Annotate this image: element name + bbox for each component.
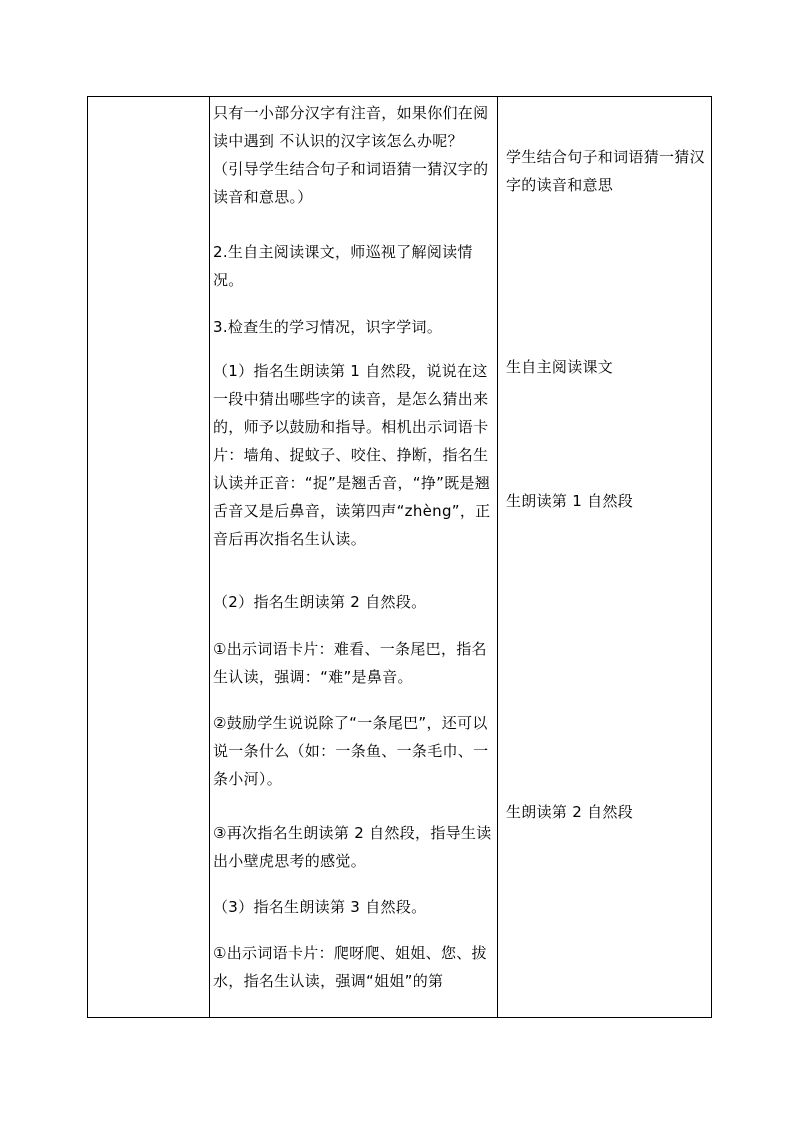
- paragraph-text: ①出示词语卡片：爬呀爬、姐姐、您、拔水，指名生认读，强调“姐姐”的第: [213, 944, 487, 990]
- paragraph-step-3-2-c: [210, 819, 492, 875]
- paragraph-text: （1）指名生朗读第 1 自然段，说说在这一段中猜出哪些字的读音，是怎么猜出来的，师予以鼓励和指导。相机出示词语卡片：墙角、捉蚊子、咬住、挣断，指名生认读并正音：“捉”是翘舌音，“挣”既是翘舌音又是后鼻音，读第四声“zhèng”，正音后再次指名生认读。: [213, 362, 491, 548]
- activity-note: 学生结合句子和词语猜一猜汉字的读音和意思: [506, 148, 705, 194]
- paragraph-step-3-2-b: [210, 709, 492, 793]
- paragraph-step-3-2-a: [210, 635, 492, 691]
- paragraph-intro: [210, 99, 492, 211]
- paragraph-text: （3）指名生朗读第 3 自然段。: [213, 898, 427, 916]
- paragraph-text: （2）指名生朗读第 2 自然段。: [213, 593, 427, 611]
- activity-note: 生朗读第 1 自然段: [506, 492, 634, 510]
- paragraph-step-3-1: [210, 357, 492, 553]
- teaching-process-cell: [210, 97, 496, 1017]
- paragraph-text: 3.检查生的学习情况，识字学词。: [213, 318, 443, 336]
- paragraph-step-2: [210, 238, 492, 294]
- paragraph-text: 只有一小部分汉字有注音，如果你们在阅读中遇到 不认识的汉字该怎么办呢？（引导学生结合句子和词语猜一猜汉字的读音和意思。）: [213, 104, 489, 206]
- student-activity-cell: [498, 97, 711, 1017]
- activity-note: 生朗读第 2 自然段: [506, 803, 634, 821]
- paragraph-step-3-2: [210, 588, 492, 616]
- paragraph-text: ②鼓励学生说说除了“一条尾巴”，还可以说一条什么（如：一条鱼、一条毛巾、一条小河）。: [213, 714, 489, 788]
- paragraph-text: ①出示词语卡片：难看、一条尾巴，指名生认读，强调：“难”是鼻音。: [213, 640, 487, 686]
- paragraph-step-3-3-a: [210, 939, 492, 995]
- paragraph-step-3-3: [210, 893, 492, 921]
- activity-note: 生自主阅读课文: [506, 358, 614, 376]
- paragraph-text: 2.生自主阅读课文，师巡视了解阅读情况。: [213, 243, 473, 289]
- lesson-table: [87, 96, 712, 1018]
- paragraph-text: ③再次指名生朗读第 2 自然段，指导生读出小壁虎思考的感觉。: [213, 824, 492, 870]
- paragraph-step-3: [210, 313, 492, 341]
